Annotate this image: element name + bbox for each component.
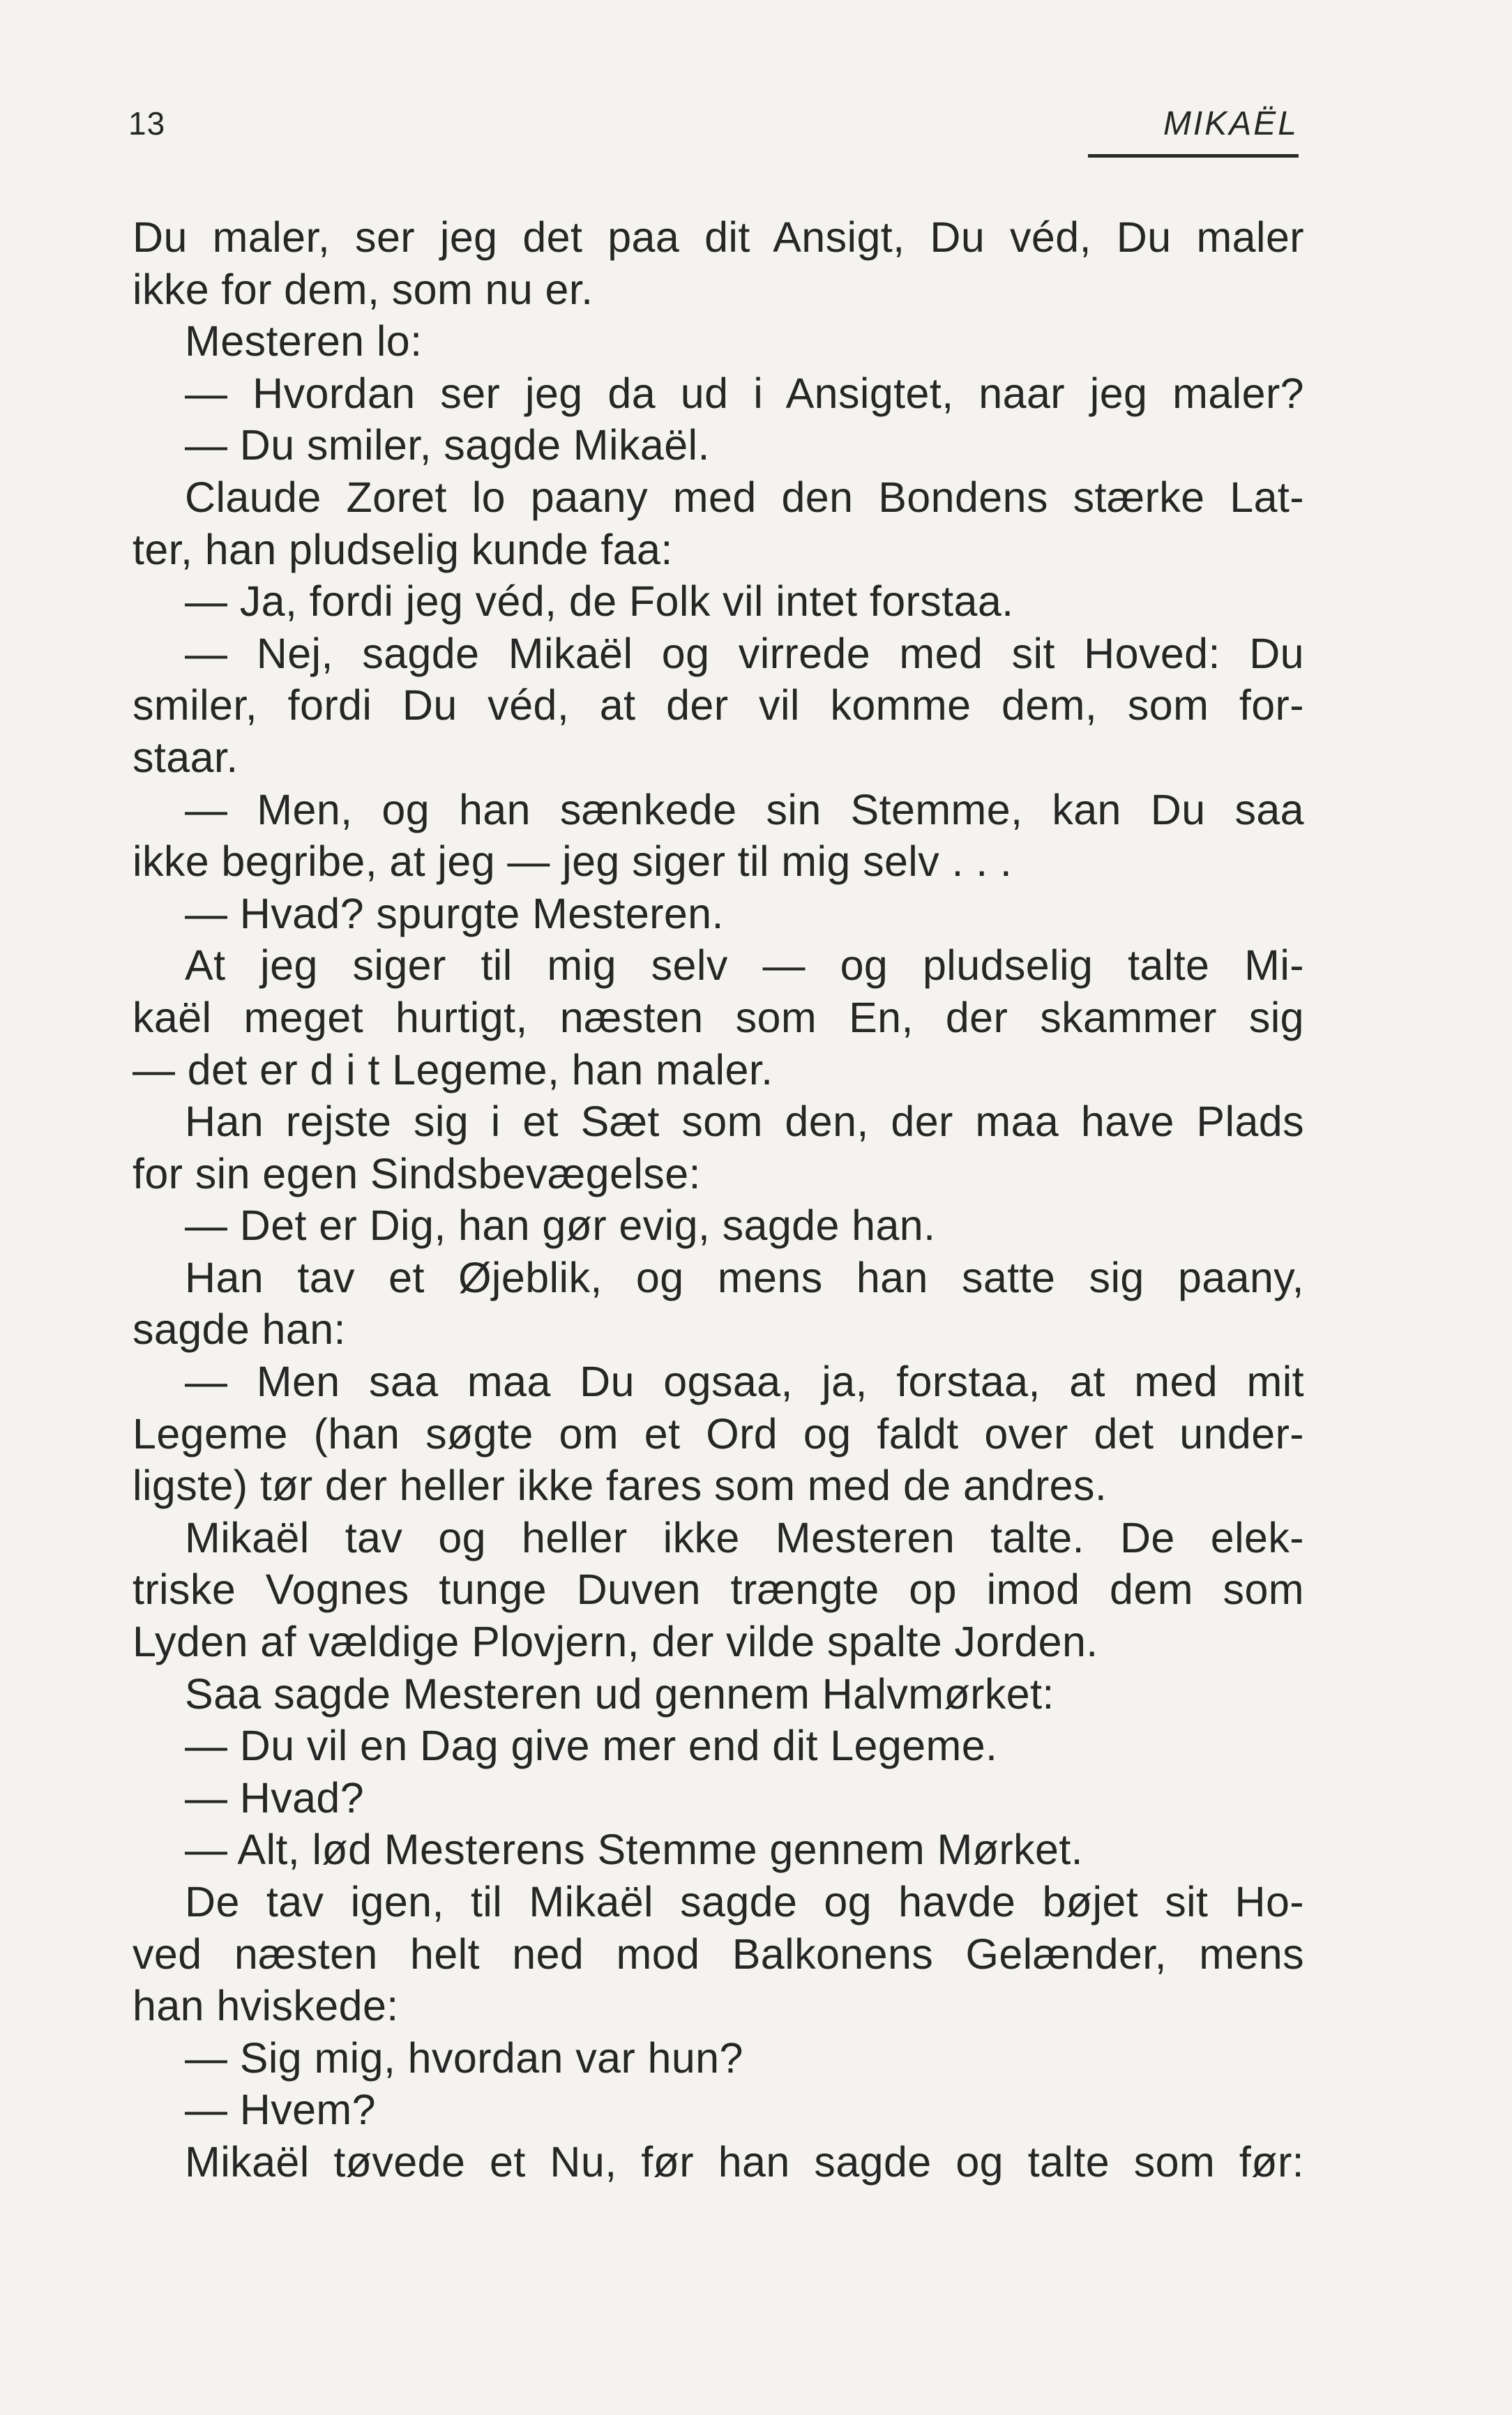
body-text [133, 211, 1304, 2188]
text-line: ligste) tør der heller ikke fares som med de andres. [133, 1462, 1107, 1510]
text-line: — det er d i t Legeme, han maler. [133, 1045, 773, 1093]
text-line: Du maler, ser jeg det paa dit Ansigt, Du véd, Du maler [133, 213, 1304, 261]
text-line: Mikaël tav og heller ikke Mesteren talte. De elek- [185, 1513, 1304, 1561]
text-line: staar. [133, 733, 239, 781]
text-line: — Hvem? [185, 2086, 376, 2134]
text-line: Han rejste sig i et Sæt som den, der maa have Plads [185, 1098, 1304, 1146]
text-line: sagde han: [133, 1305, 346, 1354]
text-line: — Men, og han sænkede sin Stemme, kan Du saa [185, 785, 1304, 833]
text-line: — Du smiler, sagde Mikaël. [185, 421, 710, 469]
text-line: Saa sagde Mesteren ud gennem Halvmørket: [185, 1670, 1054, 1718]
text-line: — Du vil en Dag give mer end dit Legeme. [185, 1722, 998, 1770]
text-line: Lyden af vældige Plovjern, der vilde spalte Jorden. [133, 1618, 1098, 1666]
text-line: ved næsten helt ned mod Balkonens Gelænder, mens [133, 1930, 1304, 1978]
text-line: kaël meget hurtigt, næsten som En, der skammer sig [133, 993, 1304, 1041]
text-line: Han tav et Øjeblik, og mens han satte sig paany, [185, 1253, 1304, 1301]
text-line: Legeme (han søgte om et Ord og faldt over det under- [133, 1409, 1304, 1458]
page-number: 13 [128, 105, 166, 142]
running-title: MIKAËL [1163, 105, 1299, 142]
text-line: Claude Zoret lo paany med den Bondens stærke Lat- [185, 473, 1304, 521]
text-line: Mikaël tøvede et Nu, før han sagde og talte som før: [185, 2137, 1304, 2186]
text-line: — Hvad? [185, 1773, 365, 1822]
text-line: ikke for dem, som nu er. [133, 265, 594, 313]
text-line: — Sig mig, hvordan var hun? [185, 2034, 743, 2082]
text-line: — Nej, sagde Mikaël og virrede med sit Hoved: Du [185, 629, 1304, 677]
text-line: — Ja, fordi jeg véd, de Folk vil intet forstaa. [185, 577, 1014, 626]
text-line: — Hvordan ser jeg da ud i Ansigtet, naar jeg maler? [185, 369, 1304, 417]
text-line: De tav igen, til Mikaël sagde og havde bøjet sit Ho- [185, 1878, 1304, 1925]
text-line: — Det er Dig, han gør evig, sagde han. [185, 1202, 936, 1250]
text-line: smiler, fordi Du véd, at der vil komme dem, som for- [133, 681, 1304, 729]
text-line: — Men saa maa Du ogsaa, ja, forstaa, at med mit [185, 1358, 1304, 1406]
text-line: for sin egen Sindsbevægelse: [133, 1149, 701, 1197]
text-line: — Alt, lød Mesterens Stemme gennem Mørket. [185, 1826, 1084, 1874]
text-line: Mesteren lo: [185, 317, 423, 365]
text-line: ter, han pludselig kunde faa: [133, 525, 673, 573]
text-line: At jeg siger til mig selv — og pludselig talte Mi- [185, 941, 1304, 990]
text-line: han hviskede: [133, 1982, 399, 2030]
text-line: — Hvad? spurgte Mesteren. [185, 889, 724, 937]
text-line: triske Vognes tunge Duven trængte op imod dem som [133, 1566, 1304, 1614]
header-rule [1088, 154, 1299, 158]
text-line: ikke begribe, at jeg — jeg siger til mig selv . . . [133, 838, 1013, 886]
